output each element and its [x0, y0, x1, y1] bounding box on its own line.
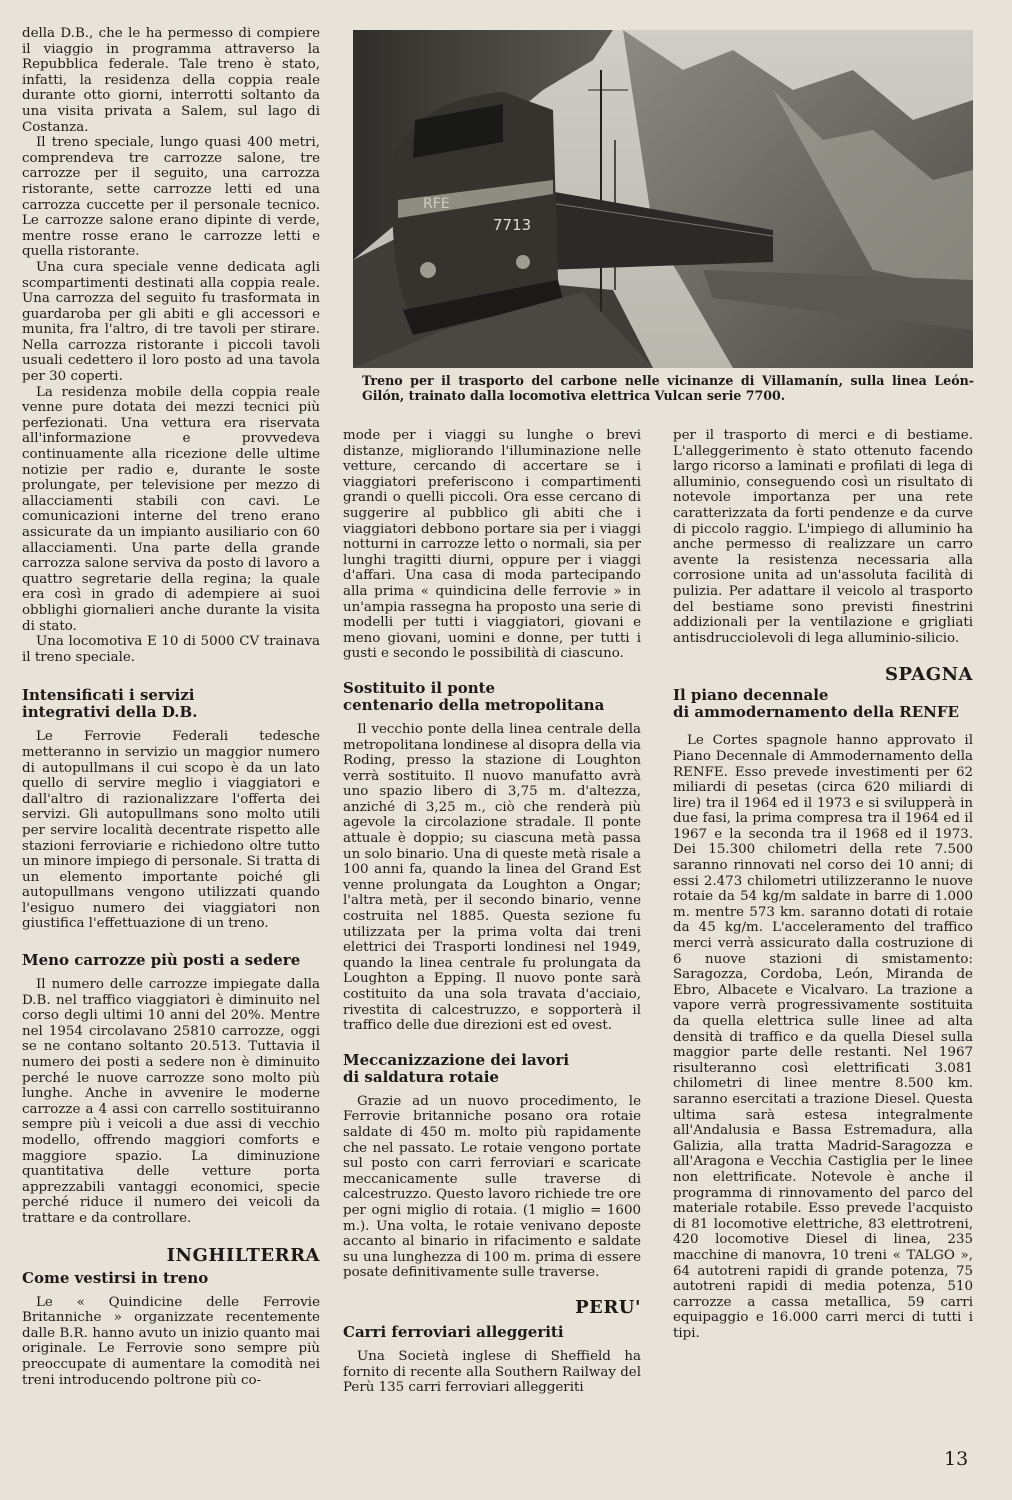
- heading-line: integrativi della D.B.: [22, 703, 198, 722]
- column-3: [673, 428, 973, 1341]
- photo-caption: Treno per il trasporto del carbone nelle vicinanze di Villamanín, sulla linea León-Gilón, trainato dalla locomotiva elettrica Vulcan serie 7700.: [362, 373, 974, 403]
- paragraph: per il trasporto di merci e di bestiame. L'alleggerimento è stato ottenuto facendo largo ricorso a laminati e profilati di lega di alluminio, conseguendo così un risultato di notevole importanza per una rete caratterizzata da forti pendenze e da curve di piccolo raggio. L'impiego di alluminio ha anche permesso di realizzare un carro avente la resistenza necessaria alla corrosione unita ad un'assoluta facilità di pulizia. Per adattare il veicolo al trasporto del bestiame sono previsti finestrini addizionali per la ventilazione e grigliati antisdrucciolevoli di lega alluminio-silicio.: [673, 428, 973, 646]
- paragraph: Il numero delle carrozze impiegate dalla D.B. nel traffico viaggiatori è diminuito nel corso degli ultimi 10 anni del 20%. Mentre nel 1954 circolavano 25810 carrozze, oggi se ne contano soltanto 20.513. Tuttavia il numero dei posti a sedere non è diminuito perché le nuove carrozze sono molto più lunghe. Anche in avvenire le moderne carrozze a 4 assi con carrello sostituiranno sempre più i veicoli a due assi di vecchio modello, offrendo maggiori comforts e maggiore spazio. La diminuzione quantitativa delle vetture porta apprezzabili vantaggi economici, specie perché riduce il numero dei veicoli da trattare e da controllare.: [22, 977, 320, 1226]
- section-heading: [673, 687, 973, 721]
- paragraph: mode per i viaggi su lunghe o brevi distanze, migliorando l'illuminazione nelle vetture, cercando di accertare se i viaggiatori preferiscono i compartimenti grandi o quelli piccoli. Ora esse cercano di suggerire al pubblico gli abiti che i viaggiatori debbono portare sia per i viaggi notturni in carrozze letto o normali, sia per lunghi tragitti diurni, oppure per i viaggi d'affari. Una casa di moda partecipando alla prima « quindicina delle ferrovie » in un'ampia rassegna ha proposto una serie di modelli per tutti i viaggiatori, giovani e meno giovani, uomini e donne, per tutti i gusti e secondo le possibilità di ciascuno.: [343, 428, 641, 662]
- paragraph: Le « Quindicine delle Ferrovie Britanniche » organizzate recentemente dalle B.R. hanno avuto un inizio quanto mai originale. Le Ferrovie sono sempre più preoccupate di aumentare la comodità nei treni introducendo poltrone più co-: [22, 1294, 320, 1388]
- country-heading-england: INGHILTERRA: [166, 1244, 320, 1266]
- column-2: [343, 428, 641, 1396]
- heading-line: Meccanizzazione dei lavori: [343, 1050, 570, 1069]
- headlight: [420, 262, 436, 278]
- section-heading: [343, 680, 641, 714]
- country-heading-spain: SPAGNA: [885, 664, 973, 686]
- paragraph: Il vecchio ponte della linea centrale della metropolitana londinese al disopra della via Roding, presso la stazione di Loughton verrà sostituito. Il nuovo manufatto avrà uno spazio libero di 3,75 m. d'altezza, anziché di 3,25 m., ciò che renderà più agevole la circolazione stradale. Il ponte attuale è doppio; su ciascuna metà passa un solo binario. Una di queste metà risale a 100 anni fa, quando la linea del Grand Est venne prolungata da Loughton a Ongar; l'altra metà, per il secondo binario, venne costruita nel 1885. Questa sezione fu utilizzata per la prima volta dai treni elettrici dei Trasporti londinesi nel 1949, quando la linea centrale fu prolungata da Loughton a Epping. Il nuovo ponte sarà costituito da una sola travata d'acciaio, rivestita di calcestruzzo, e sopporterà il traffico delle due direzioni est ed ovest.: [343, 721, 641, 1034]
- heading-line: di saldatura rotaie: [343, 1067, 499, 1086]
- heading-line: Intensificati i servizi: [22, 686, 195, 705]
- paragraph: Una locomotiva E 10 di 5000 CV trainava il treno speciale.: [22, 634, 320, 665]
- column-1: [22, 26, 320, 1388]
- paragraph: Una cura speciale venne dedicata agli scompartimenti destinati alla coppia reale. Una carrozza del seguito fu trasformata in guardaroba per gli abiti e gli accessori e munita, fra l'altro, di tre tavoli per stirare. Nella carrozza ristorante i piccoli tavoli usuali cedettero il loro posto ad una tavola per 30 coperti.: [22, 259, 320, 385]
- headlight: [516, 255, 530, 269]
- paragraph: Una Società inglese di Sheffield ha fornito di recente alla Southern Railway del Perù 135 carri ferroviari alleggeriti: [343, 1348, 641, 1396]
- section-heading: [22, 687, 320, 721]
- section-heading: [343, 1052, 641, 1086]
- train-photo: [353, 30, 973, 368]
- page-number: 13: [944, 1448, 969, 1470]
- paragraph: della D.B., che le ha permesso di compiere il viaggio in programma attraverso la Repubblica federale. Tale treno è stato, infatti, la residenza della coppia reale durante otto giorni, interrotti soltanto da una visita privata a Salem, sul lago di Costanza.: [22, 26, 320, 135]
- locomotive-marking: RFE: [423, 196, 450, 212]
- train-photo-illustration: [353, 30, 973, 368]
- locomotive-number: 7713: [493, 216, 532, 234]
- country-heading-peru: PERU': [575, 1296, 641, 1318]
- section-heading: Carri ferroviari alleggeriti: [343, 1322, 564, 1341]
- heading-line: di ammodernamento della RENFE: [673, 703, 959, 722]
- paragraph: Il treno speciale, lungo quasi 400 metri, comprendeva tre carrozze salone, tre carrozze per il seguito, una carrozza ristorante, sette carrozze letti ed una carrozza cuccette per il personale tecnico. Le carrozze salone erano dipinte di verde, mentre rosse erano le carrozze letti e quella ristorante.: [22, 135, 320, 260]
- paragraph: Le Cortes spagnole hanno approvato il Piano Decennale di Ammodernamento della RENFE. Esso prevede investimenti per 62 miliardi di pesetas (circa 620 miliardi di lire) tra il 1964 ed il 1973 e si svilupperà in due fasi, la prima compresa tra il 1964 ed il 1967 e la seconda tra il 1968 ed il 1973. Dei 15.300 chilometri della rete 7.500 saranno rinnovati nel corso dei 10 anni; di essi 2.473 chilometri utilizzeranno le nuove rotaie da 54 kg/m saldate in barre di 1.000 m. mentre 573 km. saranno dotati di rotaie da 45 kg/m. L'acceleramento del traffico merci verrà assicurato dalla costruzione di 6 nuove stazioni di smistamento: Saragozza, Cordoba, León, Miranda de Ebro, Albacete e Vicalvaro. La trazione a vapore verrà progressivamente sostituita da quella elettrica sulle linee ad alta densità di traffico e da quella Diesel sulla maggior parte delle restanti. Nel 1967 risulteranno così elettrificati 3.081 chilometri di linee mentre 8.500 km. saranno esercitati a trazione Diesel. Questa ultima sarà estesa integralmente all'Andalusia e Bassa Estremadura, alla Galizia, alla tratta Madrid-Saragozza e all'Aragona e Vecchia Castiglia per le linee non elettrificate. Notevole è anche il programma di rinnovamento del parco del materiale rotabile. Esso prevede l'acquisto di 81 locomotive elettriche, 83 elettrotreni, 420 locomotive Diesel di linea, 235 macchine di manovra, 10 treni « TALGO », 64 autotreni rapidi di grande potenza, 75 autotreni rapidi di media potenza, 510 carrozze a cassa metallica, 59 carri equipaggio e 16.000 carri merci di tutti i tipi.: [673, 733, 973, 1341]
- paragraph: Grazie ad un nuovo procedimento, le Ferrovie britanniche posano ora rotaie saldate di 450 m. molto più rapidamente che nel passato. Le rotaie vengono portate sul posto con carri ferroviari e scaricate meccanicamente sulle traverse di calcestruzzo. Questo lavoro richiede tre ore per ogni miglio di rotaia. (1 miglio = 1600 m.). Una volta, le rotaie venivano deposte accanto al binario in rifacimento e saldate su una lunghezza di 100 m. prima di essere posate definitivamente sulle traverse.: [343, 1093, 641, 1281]
- section-heading: Come vestirsi in treno: [22, 1268, 209, 1287]
- heading-line: centenario della metropolitana: [343, 695, 605, 714]
- paragraph: Le Ferrovie Federali tedesche metteranno in servizio un maggior numero di autopullmans il cui scopo è da un lato quello di servire meglio i viaggiatori e dall'altro di razionalizzare l'offerta dei servizi. Gli autopullmans sono molto utili per servire località decentrate rispetto alle stazioni ferroviarie e richiedono oltre tutto un minore impiego di personale. Si tratta di un elemento importante poiché gli autopullmans vengono utilizzati quando l'esiguo numero dei viaggiatori non giustifica l'effettuazione di un treno.: [22, 729, 321, 932]
- heading-line: Il piano decennale: [673, 686, 829, 705]
- heading-line: Sostituito il ponte: [343, 678, 496, 697]
- paragraph: La residenza mobile della coppia reale venne pure dotata dei mezzi tecnici più perfezionati. Una vettura era riservata all'informazione e provvedeva continuamente alla ricezione delle ultime notizie per radio e, durante le soste prolungate, per televisione per mezzo di allacciamenti stabili con cavi. Le comunicazioni interne del treno erano assicurate da un impianto ausiliario con 60 allacciamenti. Una parte della grande carrozza salone serviva da posto di lavoro a quattro segretarie della regina; la quale era così in grado di adempiere ai suoi obblighi giornalieri anche durante la visita di stato.: [22, 384, 320, 634]
- section-heading: Meno carrozze più posti a sedere: [22, 951, 301, 970]
